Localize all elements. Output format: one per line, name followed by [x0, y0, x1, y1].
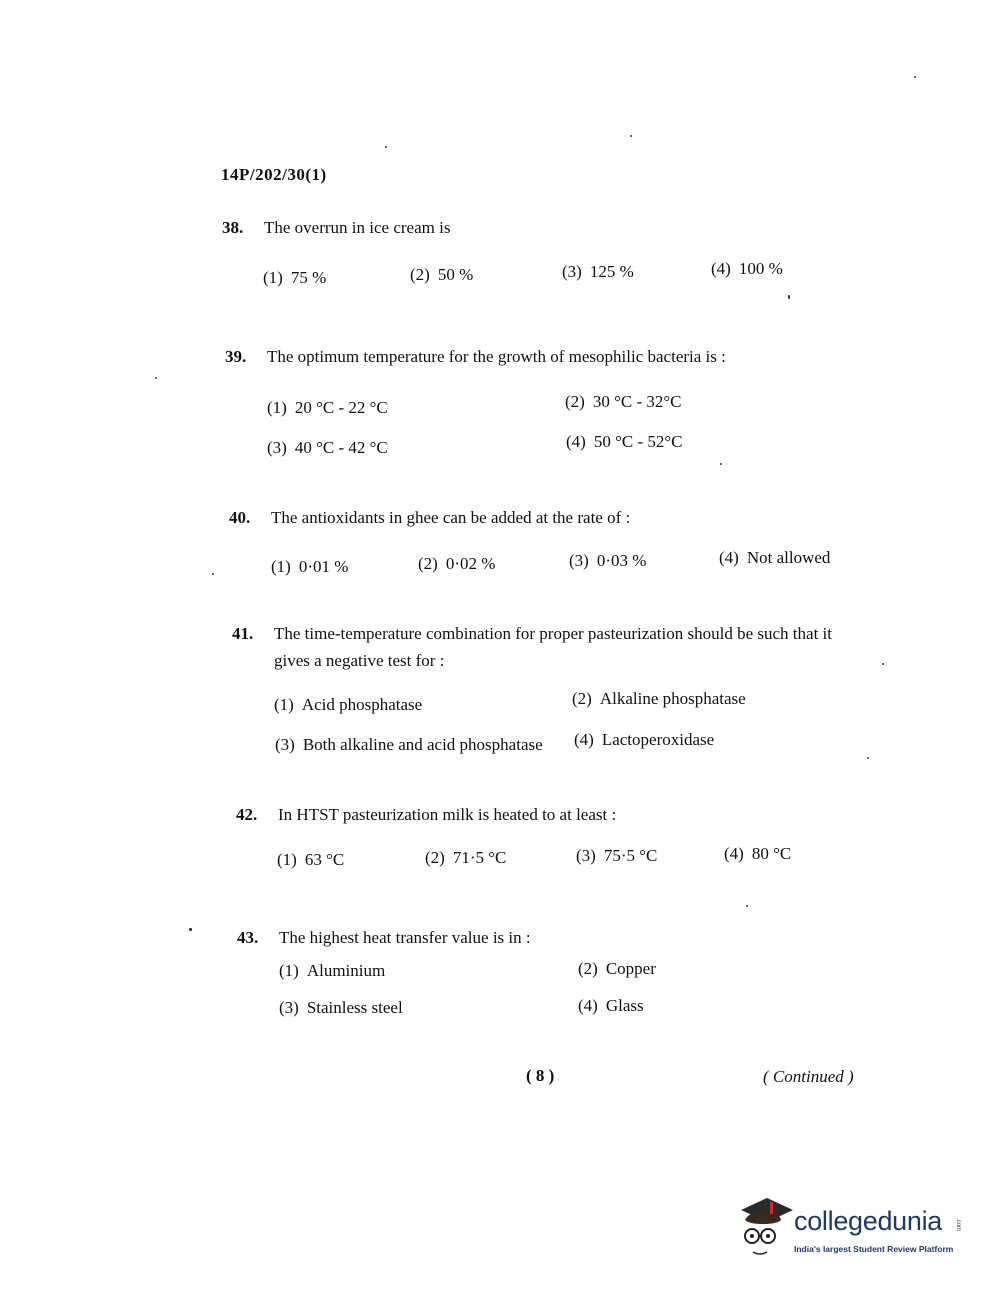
- option-42-3: (3) 75·5 °C: [576, 846, 658, 865]
- brand-tagline: India's largest Student Review Platform: [794, 1244, 954, 1254]
- option-42-4: (4) 80 °C: [724, 844, 792, 863]
- option-43-3: (3) Stainless steel: [279, 998, 403, 1017]
- scan-speck: [746, 905, 748, 907]
- question-40: [229, 504, 869, 534]
- brand-name: collegedunia: [794, 1206, 943, 1236]
- option-39-4: (4) 50 °C - 52°C: [566, 432, 683, 451]
- option-43-1: (1) Aluminium: [279, 961, 386, 980]
- option-41-2: (2) Alkaline phosphatase: [572, 689, 746, 708]
- option-40-2: (2) 0·02 %: [418, 554, 496, 573]
- question-number: 39.: [225, 347, 247, 366]
- option-42-2: (2) 71·5 °C: [425, 848, 507, 867]
- option-42-1: (1) 63 °C: [277, 850, 345, 869]
- option-40-3: (3) 0·03 %: [569, 551, 647, 570]
- question-text: In HTST pasteurization milk is heated to at least :: [278, 805, 617, 824]
- collegedunia-watermark: [737, 1196, 967, 1266]
- scan-speck: [189, 928, 192, 931]
- question-number: 42.: [236, 805, 258, 824]
- scan-speck: [914, 76, 916, 78]
- option-39-3: (3) 40 °C - 42 °C: [267, 438, 388, 457]
- question-text: The highest heat transfer value is in :: [279, 928, 531, 947]
- question-text: The optimum temperature for the growth of mesophilic bacteria is :: [267, 347, 726, 366]
- option-38-4: (4) 100 %: [711, 259, 783, 278]
- scan-speck: [882, 663, 884, 665]
- option-38-1: (1) 75 %: [263, 268, 327, 287]
- scan-speck: [385, 146, 387, 148]
- scan-speck: [720, 463, 722, 465]
- option-43-2: (2) Copper: [578, 959, 656, 978]
- question-42: [236, 801, 876, 831]
- scan-speck: [155, 377, 157, 379]
- question-text: The antioxidants in ghee can be added at the rate of :: [271, 508, 631, 527]
- scan-speck: [630, 135, 632, 137]
- question-number: 43.: [237, 928, 259, 947]
- question-number: 40.: [229, 508, 251, 527]
- question-43: [237, 924, 877, 954]
- option-39-2: (2) 30 °C - 32°C: [565, 392, 682, 411]
- option-39-1: (1) 20 °C - 22 °C: [267, 398, 388, 417]
- paper-code: 14P/202/30(1): [221, 165, 327, 184]
- question-39: [225, 343, 865, 373]
- option-41-1: (1) Acid phosphatase: [274, 695, 423, 714]
- scan-speck: [212, 573, 214, 575]
- scan-speck: [788, 295, 790, 299]
- option-41-4: (4) Lactoperoxidase: [574, 730, 715, 749]
- question-number: 38.: [222, 218, 244, 237]
- page-number: ( 8 ): [526, 1066, 555, 1085]
- question-38: [222, 214, 862, 244]
- question-text: The time-temperature combination for proper pasteurization should be such that it gives a negative test for :: [274, 624, 832, 670]
- option-41-3: (3) Both alkaline and acid phosphatase: [275, 735, 543, 754]
- option-40-1: (1) 0·01 %: [271, 557, 349, 576]
- option-38-2: (2) 50 %: [410, 265, 474, 284]
- option-40-4: (4) Not allowed: [719, 548, 831, 567]
- question-text: The overrun in ice cream is: [264, 218, 451, 237]
- scan-speck: [867, 757, 869, 759]
- question-number: 41.: [232, 624, 254, 643]
- collegedunia-mascot-icon: [737, 1196, 795, 1258]
- question-41: [232, 620, 872, 680]
- option-43-4: (4) Glass: [578, 996, 644, 1015]
- option-38-3: (3) 125 %: [562, 262, 634, 281]
- brand-domain: .com: [955, 1218, 961, 1232]
- continued-label: ( Continued ): [763, 1067, 854, 1086]
